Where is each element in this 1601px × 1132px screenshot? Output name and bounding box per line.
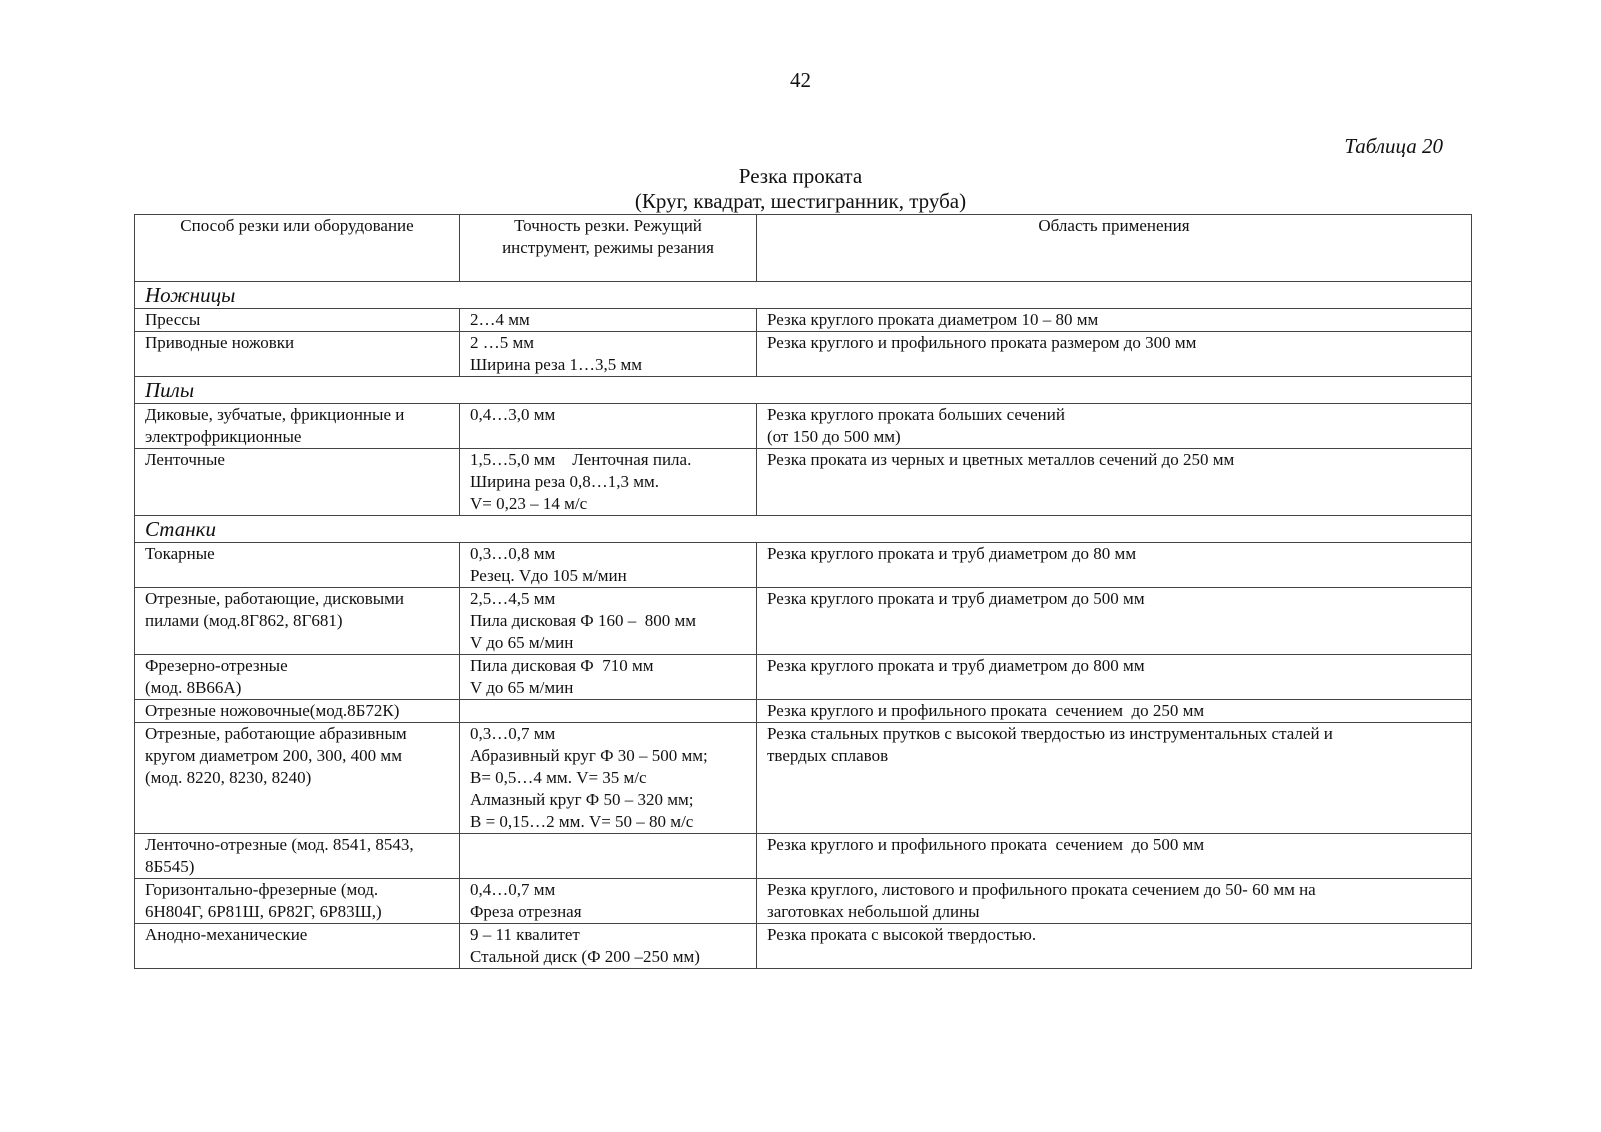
cell-line: 2 …5 мм — [470, 333, 535, 352]
cell-application — [757, 404, 1472, 449]
cell-line: (от 150 до 500 мм) — [767, 427, 901, 446]
cell-line: Резка проката из черных и цветных металлов сечений до 250 мм — [767, 450, 1235, 469]
cell-line: B = 0,15…2 мм. V= 50 – 80 м/с — [470, 812, 694, 831]
cell-line: Диковые, зубчатые, фрикционные и — [145, 405, 405, 424]
cell-line: Резец. Vдо 105 м/мин — [470, 566, 627, 585]
table-row — [135, 449, 1472, 516]
cell-line: 0,3…0,8 мм — [470, 544, 556, 563]
section-heading: Станки — [135, 516, 1472, 543]
table-row — [135, 404, 1472, 449]
section-heading: Ножницы — [135, 282, 1472, 309]
cell-line: Фрезерно-отрезные — [145, 656, 288, 675]
cell-line: Ленточные — [145, 450, 225, 469]
cell-method — [135, 588, 460, 655]
table-row — [135, 332, 1472, 377]
cell-line: Стальной диск (Ф 200 –250 мм) — [470, 947, 700, 966]
cell-line: (мод. 8В66А) — [145, 678, 242, 697]
cell-application — [757, 723, 1472, 834]
table-row — [135, 723, 1472, 834]
cell-line — [470, 834, 746, 856]
table-row — [135, 924, 1472, 969]
table-title: Резка проката — [738, 164, 863, 188]
cell-application — [757, 924, 1472, 969]
section-heading: Пилы — [135, 377, 1472, 404]
cell-line: Резка стальных прутков с высокой твердостью из инструментальных сталей и — [767, 724, 1333, 743]
cell-application — [757, 309, 1472, 332]
cell-line: Ленточно-отрезные (мод. 8541, 8543, — [145, 835, 414, 854]
cell-method — [135, 309, 460, 332]
cell-line: 8Б545) — [145, 857, 195, 876]
table-row — [135, 543, 1472, 588]
cell-line: Фреза отрезная — [470, 902, 582, 921]
cell-line: 6Н804Г, 6Р81Ш, 6Р82Г, 6Р83Ш,) — [145, 902, 382, 921]
cell-line: Горизонтально-фрезерные (мод. — [145, 880, 379, 899]
cell-line: Отрезные ножовочные(мод.8Б72К) — [145, 701, 400, 720]
cell-line: V= 0,23 – 14 м/с — [470, 494, 588, 513]
cell-line: электрофрикционные — [145, 427, 302, 446]
cutting-table — [134, 214, 1472, 969]
cell-line: Резка круглого и профильного проката сечением до 500 мм — [767, 835, 1205, 854]
cell-line: Резка круглого проката больших сечений — [767, 405, 1065, 424]
cell-application — [757, 700, 1472, 723]
table-row — [135, 700, 1472, 723]
cell-line: (мод. 8220, 8230, 8240) — [145, 768, 312, 787]
cell-line: Отрезные, работающие, дисковыми — [145, 589, 405, 608]
cell-line: Резка круглого, листового и профильного проката сечением до 50- 60 мм на — [767, 880, 1316, 899]
cell-line: 0,4…0,7 мм — [470, 880, 556, 899]
table-label: Таблица 20 — [1344, 134, 1443, 158]
cell-precision — [460, 332, 757, 377]
cell-precision — [460, 655, 757, 700]
cell-precision — [460, 404, 757, 449]
table-row — [135, 309, 1472, 332]
table-row — [135, 834, 1472, 879]
cell-application — [757, 449, 1472, 516]
cell-method — [135, 543, 460, 588]
cell-method — [135, 924, 460, 969]
cell-method — [135, 723, 460, 834]
cell-line: твердых сплавов — [767, 746, 889, 765]
cell-line: 9 – 11 квалитет — [470, 925, 580, 944]
table-subtitle: (Круг, квадрат, шестигранник, труба) — [634, 189, 967, 213]
section-row — [135, 516, 1472, 543]
table-row — [135, 879, 1472, 924]
cell-line: заготовках небольшой длины — [767, 902, 980, 921]
cell-method — [135, 404, 460, 449]
cell-line: Резка проката с высокой твердостью. — [767, 925, 1037, 944]
cell-method — [135, 834, 460, 879]
cell-method — [135, 700, 460, 723]
cell-line: Резка круглого проката и труб диаметром до 800 мм — [767, 656, 1145, 675]
cell-line: пилами (мод.8Г862, 8Г681) — [145, 611, 343, 630]
header-method: Способ резки или оборудование — [135, 215, 460, 282]
cell-line: Ширина реза 1…3,5 мм — [470, 355, 643, 374]
cell-line: Резка круглого и профильного проката сечением до 250 мм — [767, 701, 1205, 720]
cell-line: Пила дисковая Ф 160 – 800 мм — [470, 611, 696, 630]
cell-line: Прессы — [145, 310, 201, 329]
cell-line: 2…4 мм — [470, 310, 530, 329]
cell-precision — [460, 588, 757, 655]
page-number: 42 — [790, 68, 811, 92]
section-row — [135, 377, 1472, 404]
header-row — [135, 215, 1472, 282]
cell-precision — [460, 309, 757, 332]
cell-application — [757, 588, 1472, 655]
cell-precision — [460, 924, 757, 969]
cell-precision — [460, 723, 757, 834]
cell-line: Пила дисковая Ф 710 мм — [470, 656, 654, 675]
cell-precision — [460, 449, 757, 516]
cell-line: Приводные ножовки — [145, 333, 295, 352]
cell-method — [135, 879, 460, 924]
cell-line: Резка круглого проката диаметром 10 – 80 мм — [767, 310, 1099, 329]
header-precision: Точность резки. Режущий инструмент, режимы резания — [460, 215, 757, 282]
table-row — [135, 655, 1472, 700]
table-row — [135, 588, 1472, 655]
cell-precision — [460, 834, 757, 879]
cell-application — [757, 543, 1472, 588]
cell-line: Отрезные, работающие абразивным — [145, 724, 407, 743]
table-body — [135, 282, 1472, 969]
cell-line: Резка круглого проката и труб диаметром до 80 мм — [767, 544, 1137, 563]
cell-line: Резка круглого и профильного проката размером до 300 мм — [767, 333, 1197, 352]
cell-line: Ширина реза 0,8…1,3 мм. — [470, 472, 660, 491]
cell-application — [757, 879, 1472, 924]
cell-line: V до 65 м/мин — [470, 633, 574, 652]
cell-precision — [460, 879, 757, 924]
cell-line: Алмазный круг Ф 50 – 320 мм; — [470, 790, 694, 809]
cell-precision — [460, 700, 757, 723]
header-application: Область применения — [757, 215, 1472, 282]
cell-line: кругом диаметром 200, 300, 400 мм — [145, 746, 402, 765]
cell-line: B= 0,5…4 мм. V= 35 м/с — [470, 768, 647, 787]
cell-line: V до 65 м/мин — [470, 678, 574, 697]
cell-application — [757, 332, 1472, 377]
cell-method — [135, 449, 460, 516]
cell-application — [757, 655, 1472, 700]
cell-method — [135, 655, 460, 700]
cell-method — [135, 332, 460, 377]
cell-line: Анодно-механические — [145, 925, 308, 944]
cell-line: 1,5…5,0 мм Ленточная пила. — [470, 450, 692, 469]
cell-line: 0,3…0,7 мм — [470, 724, 556, 743]
section-row — [135, 282, 1472, 309]
cell-line: Абразивный круг Ф 30 – 500 мм; — [470, 746, 708, 765]
cell-line: 2,5…4,5 мм — [470, 589, 556, 608]
cell-application — [757, 834, 1472, 879]
cell-precision — [460, 543, 757, 588]
cell-line: Резка круглого проката и труб диаметром до 500 мм — [767, 589, 1145, 608]
cell-line: Токарные — [145, 544, 215, 563]
cell-line: 0,4…3,0 мм — [470, 405, 556, 424]
cell-line — [470, 700, 746, 722]
